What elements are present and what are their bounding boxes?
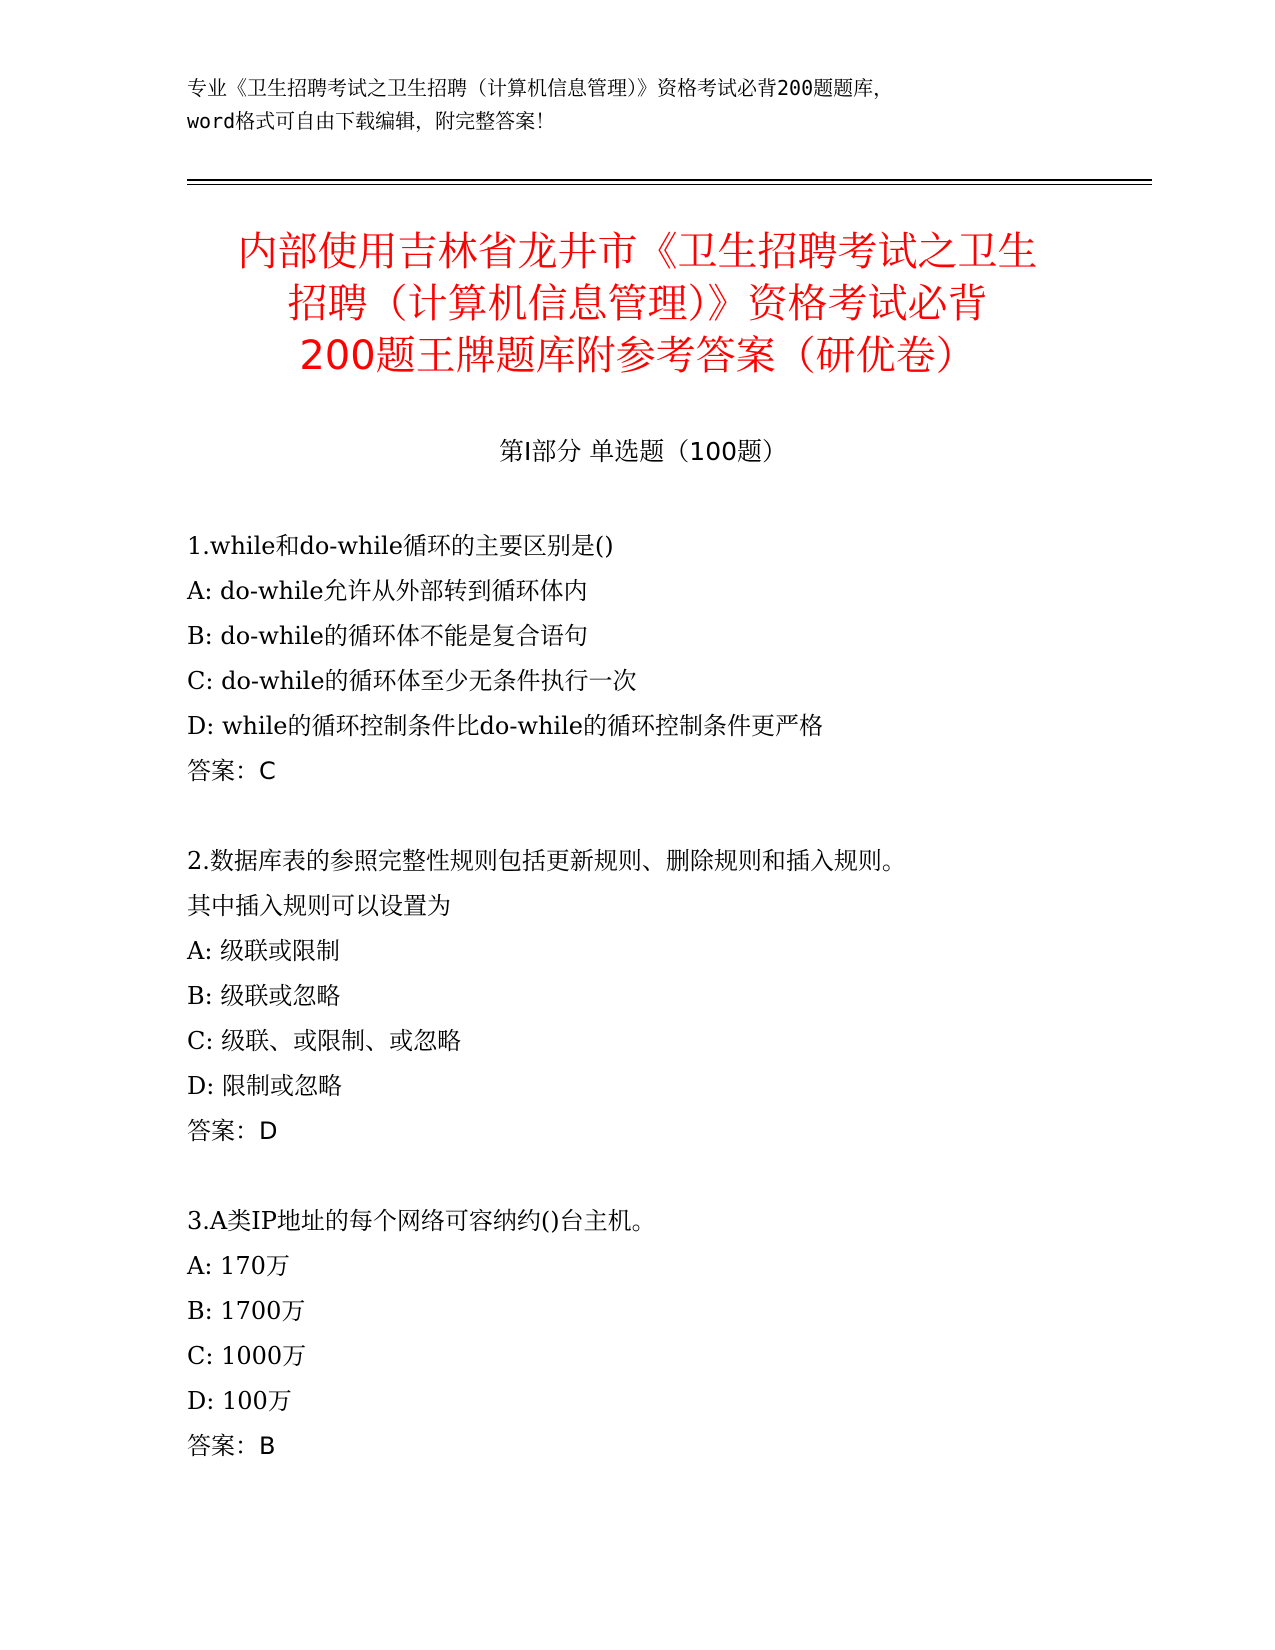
question-item: [187, 524, 1107, 794]
option-b: B: do-while的循环体不能是复合语句: [187, 622, 588, 650]
option-d: D: 100万: [187, 1387, 292, 1415]
header-divider-thick: [187, 179, 1152, 181]
header-note-line: word格式可自由下载编辑，附完整答案！: [187, 109, 556, 133]
question-stem-line: 2.数据库表的参照完整性规则包括更新规则、删除规则和插入规则。: [187, 847, 906, 875]
question-item: [187, 1199, 1107, 1469]
document-title: [170, 226, 1105, 382]
option-b: B: 1700万: [187, 1297, 306, 1325]
option-a: A: do-while允许从外部转到循环体内: [187, 577, 588, 605]
option-b: B: 级联或忽略: [187, 982, 341, 1010]
section-title: 第Ⅰ部分 单选题（100题）: [498, 437, 788, 466]
option-a: A: 级联或限制: [187, 937, 341, 965]
question-stem-line: 3.A类IP地址的每个网络可容纳约()台主机。: [187, 1207, 656, 1235]
document-title-line: 招聘（计算机信息管理）》资格考试必背: [287, 281, 988, 327]
option-c: C: do-while的循环体至少无条件执行一次: [187, 667, 637, 695]
question-stem: [187, 524, 1107, 569]
header-note-line: 专业《卫生招聘考试之卫生招聘（计算机信息管理）》资格考试必背200题题库，: [187, 76, 894, 100]
option-d: D: 限制或忽略: [187, 1072, 342, 1100]
question-stem: [187, 1199, 1107, 1244]
header-divider-thin: [187, 184, 1152, 185]
question-item: [187, 839, 1107, 1154]
answer: 答案：C: [187, 757, 276, 785]
question-stem-line: 1.while和do-while循环的主要区别是(): [187, 532, 614, 560]
question-stem: [187, 839, 1107, 929]
option-a: A: 170万: [187, 1252, 290, 1280]
option-c: C: 1000万: [187, 1342, 307, 1370]
option-c: C: 级联、或限制、或忽略: [187, 1027, 462, 1055]
header-note: [187, 72, 1087, 138]
answer: 答案：D: [187, 1117, 278, 1145]
document-title-line: 200题王牌题库附参考答案（研优卷）: [299, 333, 976, 379]
question-list: [187, 524, 1107, 1514]
document-title-line: 内部使用吉林省龙井市《卫生招聘考试之卫生: [237, 229, 1038, 275]
option-d: D: while的循环控制条件比do-while的循环控制条件更严格: [187, 712, 823, 740]
answer: 答案：B: [187, 1432, 276, 1460]
question-stem-line: 其中插入规则可以设置为: [187, 892, 451, 920]
